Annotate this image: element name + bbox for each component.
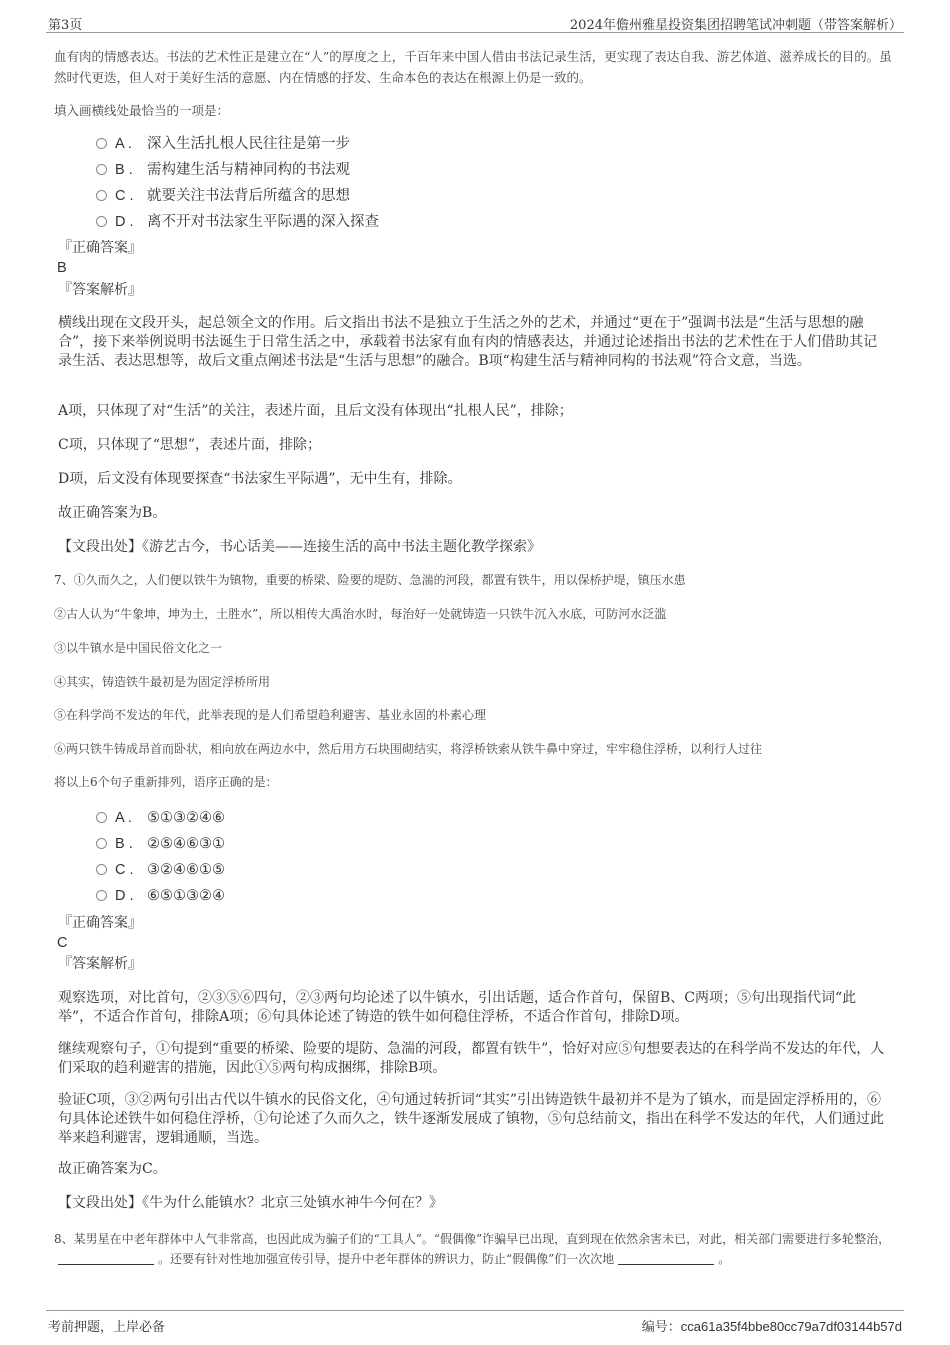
q7-sentence-2: ②古人认为“牛象坤，坤为土，土胜水”，所以相传大禹治水时，每治好一处就铸造一只铁牛沉入水底，可防河水泛滥 <box>54 607 667 621</box>
q6-analysis-main: 横线出现在文段开头，起总领全文的作用。后文指出书法不是独立于生活之外的艺术，并通过“更在于”强调书法是“生活与思想的融合”，接下来举例说明书法诞生于日常生活之中，承载着书法家有血有肉的情感表达，并通过论述指出书法的艺术性在于人们借助其记录生活、表达思想等，故后文重点阐述书法是“生活与思想”的融合。B项“构建生活与精神同构的书法观”符合文意，当选。 <box>58 315 878 369</box>
radio-icon[interactable] <box>96 812 107 823</box>
q7-answer-label: 『正确答案』 <box>58 915 142 931</box>
q6-passage: 血有肉的情感表达。书法的艺术性正是建立在“人”的厚度之上，千百年来中国人借由书法记录生活，更实现了表达自我、游艺体道、滋养成长的目的。虽然时代更迭，但人对于美好生活的意愿、内在情感的抒发、生命本色的表达在根源上仍是一致的。 <box>54 49 892 85</box>
q6-answer-label: 『正确答案』 <box>58 240 142 256</box>
q7-sentence-3: ③以牛镇水是中国民俗文化之一 <box>54 641 223 655</box>
radio-icon[interactable] <box>96 216 107 227</box>
q7-prompt: 将以上6个句子重新排列，语序正确的是： <box>54 775 278 789</box>
radio-icon[interactable] <box>96 190 107 201</box>
q7-analysis-first: 观察选项，对比首句，②③⑤⑥四句，②③两句均论述了以牛镇水，引出话题，适合作首句，保留B、C两项；⑤句出现指代词“此举”，不适合作首句，排除A项；⑥句具体论述了铸造的铁牛如何稳住浮桥，不适合作首句，排除D项。 <box>58 990 857 1025</box>
q7-conclusion: 故正确答案为C。 <box>58 1161 167 1177</box>
q7-analysis-label: 『答案解析』 <box>58 956 142 972</box>
q7-sentence-6: ⑥两只铁牛铸成昂首而卧状，相向放在两边水中，然后用方石块围砌结实，将浮桥铁索从铁牛鼻中穿过，牢牢稳住浮桥，以利行人过往 <box>54 742 763 756</box>
blank-1 <box>58 1252 154 1265</box>
q7-sentence-5: ⑤在科学尚不发达的年代，此举表现的是人们希望趋利避害、基业永固的朴素心理 <box>54 708 487 722</box>
q6-source: 【文段出处】《游艺古今，书心话美——连接生活的高中书法主题化教学探索》 <box>58 539 541 555</box>
q7-option-b[interactable]: B . ②⑤④⑥③① <box>96 834 225 854</box>
q7-analysis-verify: 验证C项，③②两句引出古代以牛镇水的民俗文化，④句通过转折词“其实”引出铸造铁牛最初并不是为了镇水，而是固定浮桥用的，⑥句具体论述铁牛如何稳住浮桥，①句论述了久而久之，铁牛逐渐发展成了镇物，⑤句总结前文，指出在科学不发达的年代，人们通过此举来趋利避害，逻辑通顺，当选。 <box>58 1092 884 1146</box>
q6-option-c[interactable]: C . 就要关注书法背后所蕴含的思想 <box>96 186 350 206</box>
q7-option-a[interactable]: A . ⑤①③②④⑥ <box>96 808 225 828</box>
q7-analysis-second: 继续观察句子，①句提到“重要的桥梁、险要的堤防、急湍的河段，都置有铁牛”，恰好对应⑤句想要表达的在科学尚不发达的年代，人们采取的趋利避害的措施，因此①⑤两句构成捆绑，排除B项。 <box>58 1041 885 1076</box>
q7-option-c[interactable]: C . ③②④⑥①⑤ <box>96 860 225 880</box>
q6-analysis-label: 『答案解析』 <box>58 282 142 298</box>
q6-prompt: 填入画横线处最恰当的一项是： <box>54 103 230 118</box>
q6-analysis-c: C项，只体现了“思想”，表述片面，排除； <box>58 437 322 453</box>
q6-option-a[interactable]: A . 深入生活扎根人民往往是第一步 <box>96 134 350 154</box>
q7-stem: 7、①久而久之，人们便以铁牛为镇物，重要的桥梁、险要的堤防、急湍的河段，都置有铁牛，用以保桥护堤，镇压水患 <box>54 573 686 587</box>
q6-option-b[interactable]: B . 需构建生活与精神同构的书法观 <box>96 160 350 180</box>
q6-analysis-a: A项，只体现了对“生活”的关注，表述片面，且后文没有体现出“扎根人民”，排除； <box>58 403 573 419</box>
document-title: 2024年儋州雅星投资集团招聘笔试冲刺题（带答案解析） <box>569 18 902 33</box>
blank-2 <box>618 1252 714 1265</box>
radio-icon[interactable] <box>96 838 107 849</box>
q6-conclusion: 故正确答案为B。 <box>58 505 167 521</box>
q8-stem: 8、某男星在中老年群体中人气非常高，也因此成为骗子们的“工具人”。“假偶像”诈骗早已出现，直到现在依然余害未已，对此，相关部门需要进行多轮整治，。还要有针对性地加强宣传引导，提升中老年群体的辨识力，防止“假偶像”们一次次地 。 <box>54 1232 891 1266</box>
q7-answer: C <box>57 935 68 951</box>
radio-icon[interactable] <box>96 138 107 149</box>
q7-source: 【文段出处】《牛为什么能镇水？北京三处镇水神牛今何在？》 <box>58 1195 443 1211</box>
footer-slogan: 考前押题，上岸必备 <box>48 1320 166 1335</box>
q6-answer: B <box>57 260 67 276</box>
radio-icon[interactable] <box>96 890 107 901</box>
q7-sentence-4: ④其实，铸造铁牛最初是为固定浮桥所用 <box>54 675 271 689</box>
page-header <box>46 12 904 33</box>
page-footer <box>46 1310 904 1335</box>
q7-option-d[interactable]: D . ⑥⑤①③②④ <box>96 886 225 906</box>
radio-icon[interactable] <box>96 164 107 175</box>
radio-icon[interactable] <box>96 864 107 875</box>
q6-analysis-d: D项，后文没有体现要探查“书法家生平际遇”，无中生有，排除。 <box>58 471 462 487</box>
page-number: 第3页 <box>48 18 83 33</box>
q6-option-d[interactable]: D . 离不开对书法家生平际遇的深入探查 <box>96 212 379 232</box>
document-code: 编号：cca61a35f4bbe80cc79a7df03144b57d <box>641 1319 902 1335</box>
